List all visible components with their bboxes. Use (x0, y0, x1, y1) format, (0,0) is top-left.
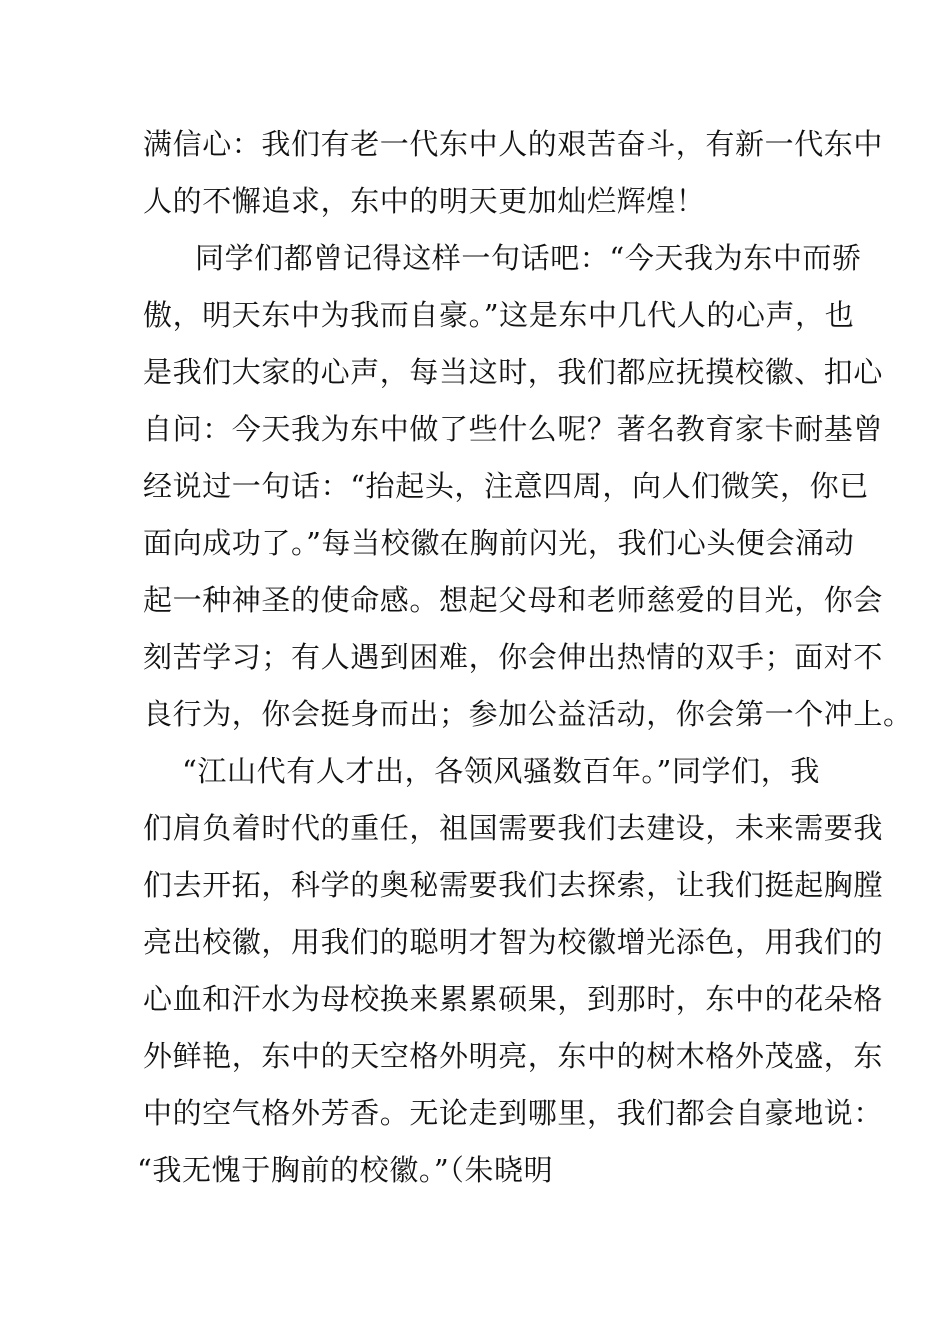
paragraph-start-line: 同学们都曾记得这样一句话吧：“今天我为东中而骄 (195, 241, 862, 275)
text-line: 心血和汗水为母校换来累累硕果，到那时，东中的花朵格 (143, 982, 884, 1016)
text-line: 良行为，你会挺身而出；参加公益活动，你会第一个冲上。 (143, 697, 913, 731)
text-line: 傲，明天东中为我而自豪。”这是东中几代人的心声，也 (143, 298, 855, 332)
text-line: 是我们大家的心声，每当这时，我们都应抚摸校徽、扣心 (143, 355, 884, 389)
text-line: 外鲜艳，东中的天空格外明亮，东中的树木格外茂盛，东 (143, 1039, 884, 1073)
text-line: 中的空气格外芳香。无论走到哪里，我们都会自豪地说： (143, 1096, 884, 1130)
paragraph-start-line: “江山代有人才出，各领风骚数百年。”同学们，我 (182, 754, 820, 788)
text-line: 们肩负着时代的重任，祖国需要我们去建设，未来需要我 (143, 811, 884, 845)
text-line: 面向成功了。”每当校徽在胸前闪光，我们心头便会涌动 (143, 526, 855, 560)
text-line: 们去开拓，科学的奥秘需要我们去探索，让我们挺起胸膛 (143, 868, 884, 902)
text-line: 自问：今天我为东中做了些什么呢？著名教育家卡耐基曾 (143, 412, 884, 446)
text-line: 满信心：我们有老一代东中人的艰苦奋斗，有新一代东中 (143, 127, 884, 161)
text-line: “我无愧于胸前的校徽。”（朱晓明 (137, 1153, 554, 1187)
text-line: 刻苦学习；有人遇到困难，你会伸出热情的双手；面对不 (143, 640, 884, 674)
text-line: 亮出校徽，用我们的聪明才智为校徽增光添色，用我们的 (143, 925, 884, 959)
text-line: 经说过一句话：“抬起头，注意四周，向人们微笑，你已 (143, 469, 869, 503)
text-line: 起一种神圣的使命感。想起父母和老师慈爱的目光，你会 (143, 583, 884, 617)
text-line: 人的不懈追求，东中的明天更加灿烂辉煌！ (143, 184, 706, 218)
